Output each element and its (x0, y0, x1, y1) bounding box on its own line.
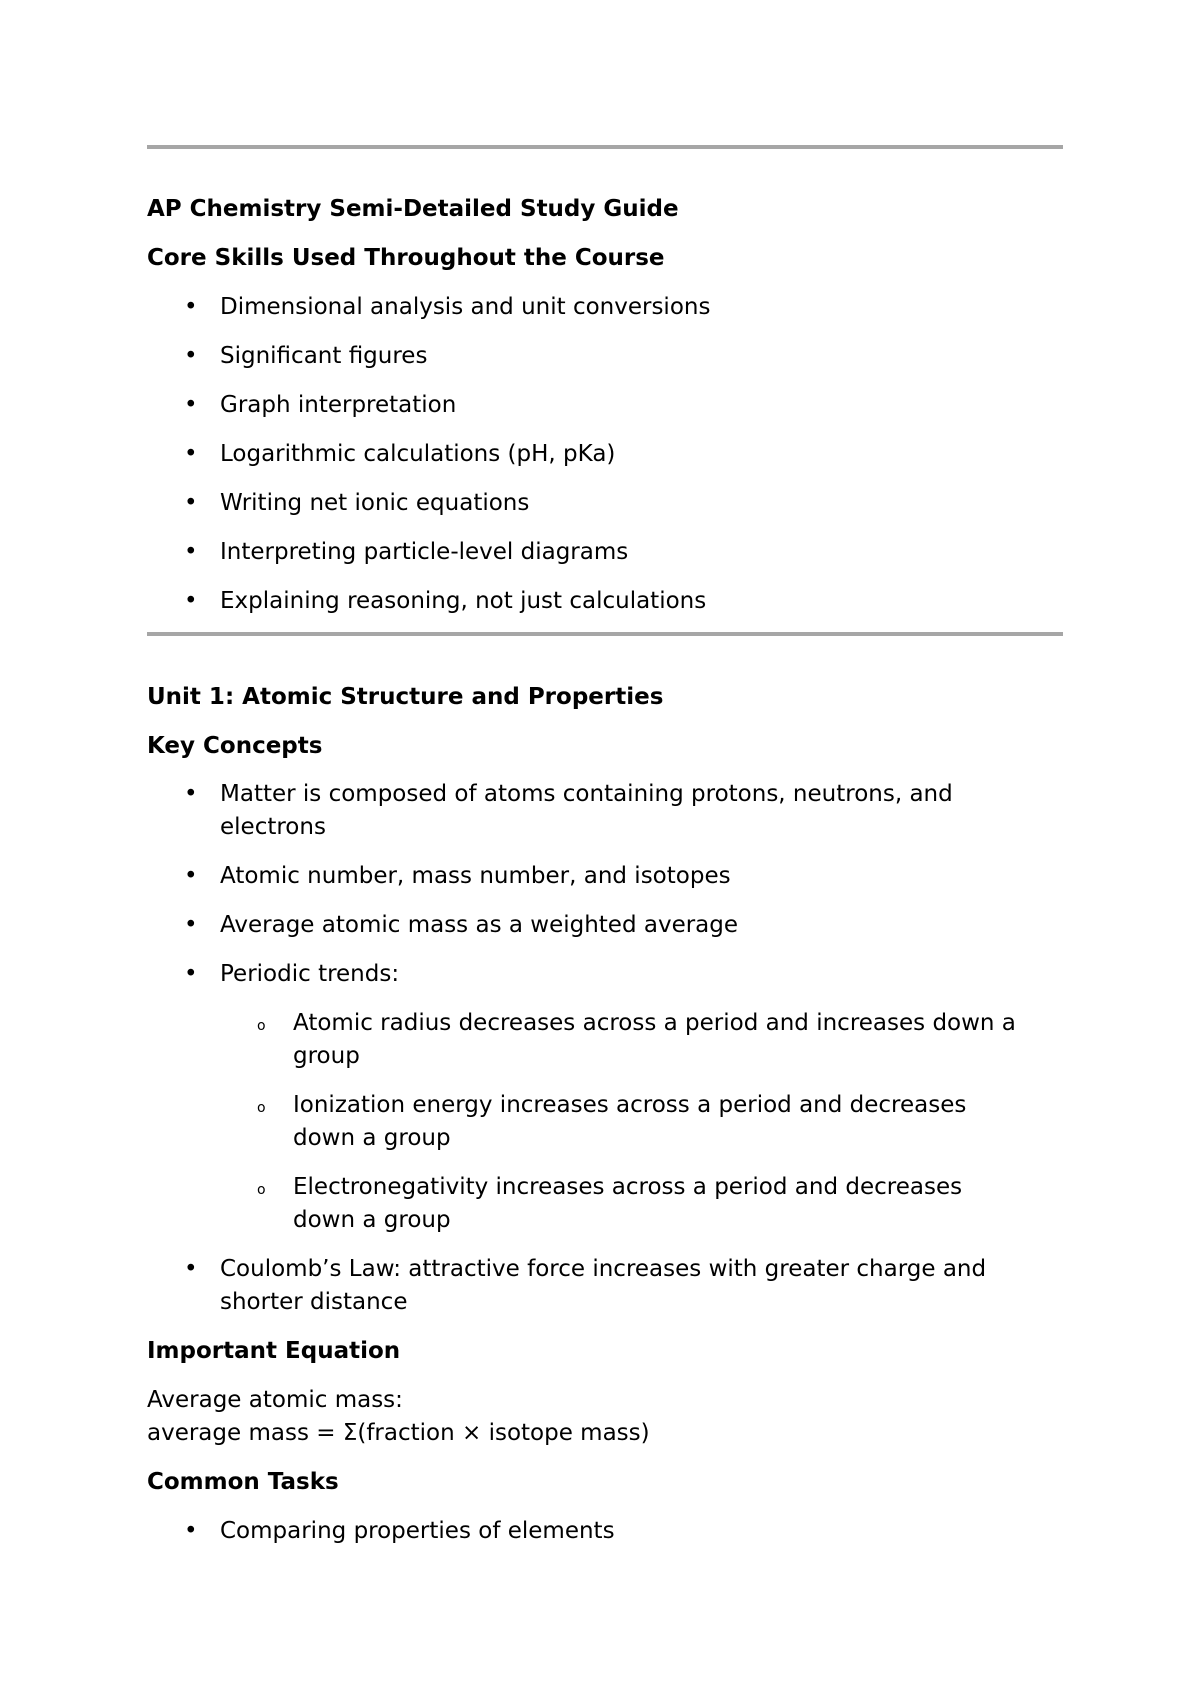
bullet-icon: • (184, 392, 198, 418)
coulomb-item: Coulomb’s Law: attractive force increases with greater charge and (220, 1256, 987, 1282)
bullet-icon: • (184, 343, 198, 369)
trend-item-continuation: down a group (293, 1207, 451, 1233)
bullet-icon: • (184, 961, 198, 987)
core-skill-item: Explaining reasoning, not just calculations (220, 588, 707, 614)
coulomb-item-continuation: shorter distance (220, 1289, 408, 1315)
core-skill-item: Graph interpretation (220, 392, 457, 418)
trend-item-continuation: down a group (293, 1125, 451, 1151)
core-skill-item: Significant figures (220, 343, 428, 369)
key-concepts-heading: Key Concepts (147, 733, 323, 759)
core-skill-item: Writing net ionic equations (220, 490, 530, 516)
concept-item: Atomic number, mass number, and isotopes (220, 863, 731, 889)
equation-label: Average atomic mass: (147, 1387, 403, 1413)
trend-item: Ionization energy increases across a period and decreases (293, 1092, 967, 1118)
concept-item: Periodic trends: (220, 961, 400, 987)
bullet-icon: • (184, 294, 198, 320)
trend-item: Electronegativity increases across a period and decreases (293, 1174, 963, 1200)
bullet-icon: • (184, 781, 198, 807)
common-tasks-heading: Common Tasks (147, 1469, 339, 1495)
document-title: AP Chemistry Semi-Detailed Study Guide (147, 196, 679, 222)
concept-item-continuation: electrons (220, 814, 326, 840)
important-equation-heading: Important Equation (147, 1338, 401, 1364)
core-skill-item: Dimensional analysis and unit conversions (220, 294, 711, 320)
core-skill-item: Logarithmic calculations (pH, pKa) (220, 441, 616, 467)
bullet-icon: • (184, 912, 198, 938)
bullet-icon: • (184, 490, 198, 516)
trend-item-continuation: group (293, 1043, 360, 1069)
horizontal-rule-middle (147, 632, 1063, 636)
bullet-icon: • (184, 1518, 198, 1544)
sub-bullet-icon: o (257, 1018, 266, 1034)
bullet-icon: • (184, 539, 198, 565)
task-item: Comparing properties of elements (220, 1518, 615, 1544)
trend-item: Atomic radius decreases across a period and increases down a (293, 1010, 1016, 1036)
core-skills-heading: Core Skills Used Throughout the Course (147, 245, 665, 271)
bullet-icon: • (184, 1256, 198, 1282)
bullet-icon: • (184, 863, 198, 889)
sub-bullet-icon: o (257, 1182, 266, 1198)
horizontal-rule-top (147, 145, 1063, 149)
core-skill-item: Interpreting particle-level diagrams (220, 539, 629, 565)
equation-text: average mass = Σ(fraction × isotope mass) (147, 1420, 650, 1446)
concept-item: Average atomic mass as a weighted average (220, 912, 739, 938)
concept-item: Matter is composed of atoms containing protons, neutrons, and (220, 781, 953, 807)
unit1-heading: Unit 1: Atomic Structure and Properties (147, 684, 664, 710)
bullet-icon: • (184, 588, 198, 614)
bullet-icon: • (184, 441, 198, 467)
sub-bullet-icon: o (257, 1100, 266, 1116)
